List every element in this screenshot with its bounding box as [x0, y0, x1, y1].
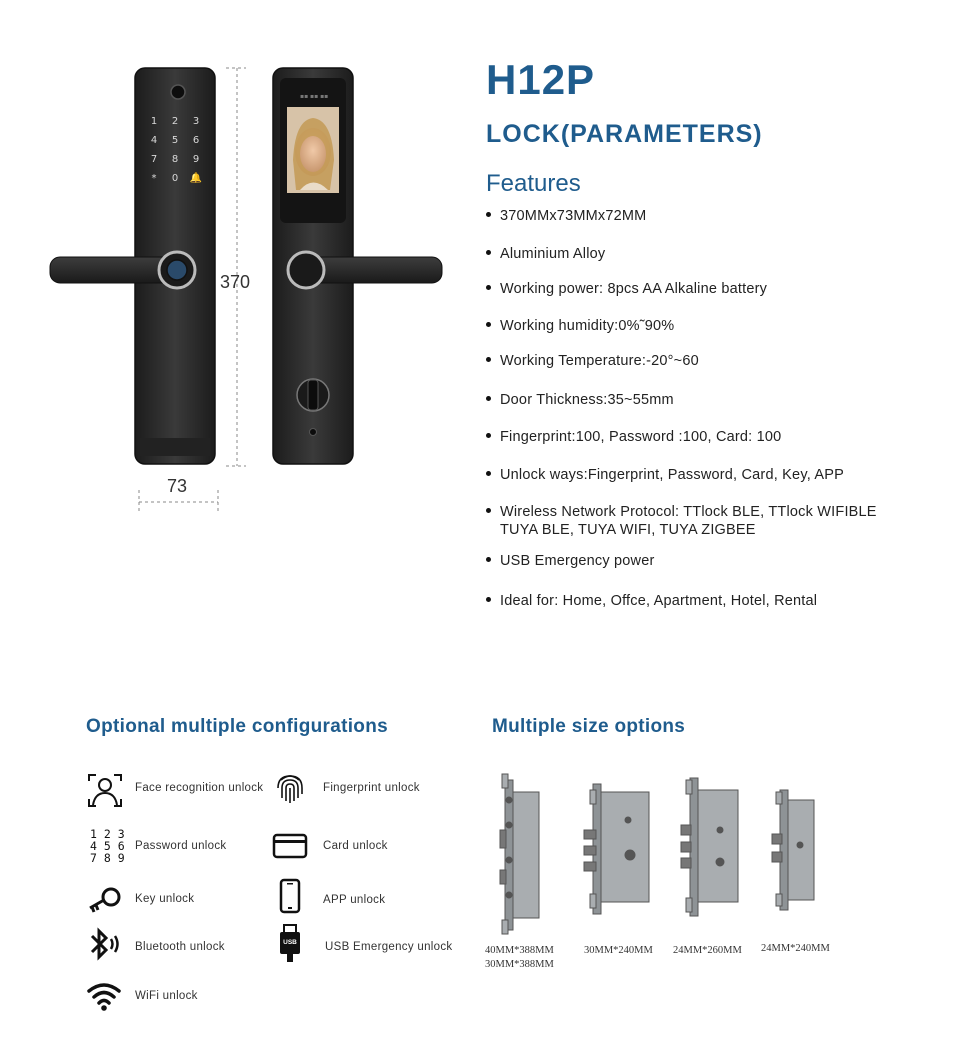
width-dimension-label: 73: [167, 476, 188, 496]
back-lock-panel: [273, 68, 442, 464]
feature-item: USB Emergency power: [486, 552, 655, 570]
keypad-key: 6: [192, 135, 200, 146]
feature-item: Ideal for: Home, Offce, Apartment, Hotel, Rental: [486, 592, 817, 610]
configurations-heading: Optional multiple configurations: [86, 716, 388, 737]
config-label: USB Emergency unlock: [325, 941, 453, 953]
keypad-key: *: [151, 173, 157, 184]
phone-icon: [272, 878, 308, 914]
bullet-icon: [486, 557, 491, 562]
feature-item: Working Temperature:-20°~60: [486, 352, 699, 370]
config-label: Card unlock: [323, 840, 388, 852]
svg-text:▪▪ ▪▪ ▪▪: ▪▪ ▪▪ ▪▪: [300, 93, 329, 100]
feature-item: Wireless Network Protocol: TTlock BLE, TTlock WIFIBLE TUYA BLE, TUYA WIFI, TUYA ZIGBEE: [486, 503, 880, 539]
model-title: H12P: [486, 56, 596, 103]
mortise-24x240: [772, 790, 814, 910]
keypad-key: 🔔: [189, 173, 203, 184]
config-label: Face recognition unlock: [135, 782, 264, 794]
feature-item: Working humidity:0%˜90%: [486, 317, 674, 335]
bullet-icon: [486, 285, 491, 290]
sizes-heading: Multiple size options: [492, 716, 686, 737]
feature-item: Door Thickness:35~55mm: [486, 391, 674, 409]
keypad-key: 1: [150, 116, 158, 127]
size-option-line: 40MM*388MM: [485, 945, 554, 956]
keypad-key: 4: [150, 135, 158, 146]
config-label: Key unlock: [135, 893, 195, 905]
size-option-label: [673, 944, 742, 958]
bullet-icon: [486, 597, 491, 602]
keypad-key: 3: [192, 116, 200, 127]
mortise-images: [480, 770, 850, 940]
front-handle: [50, 252, 195, 288]
mortise-24x260: [681, 778, 738, 916]
feature-item: Working power: 8pcs AA Alkaline battery: [486, 280, 767, 298]
keypad-key: 8: [171, 154, 179, 165]
keypad-key: 7: [150, 154, 158, 165]
size-option-label: [584, 944, 653, 958]
key-icon: [86, 882, 122, 918]
usb-icon-label: USB: [280, 932, 300, 954]
height-dimension-label: 370: [220, 272, 251, 292]
mortise-40x388: [500, 774, 539, 934]
size-option-line: 24MM*240MM: [761, 943, 830, 954]
size-option-line: 30MM*240MM: [584, 945, 653, 956]
feature-item: 370MMx73MMx72MM: [486, 207, 646, 225]
config-label: Fingerprint unlock: [323, 782, 420, 794]
features-heading: Features: [486, 170, 581, 197]
size-option-label: [485, 944, 554, 972]
bullet-icon: [486, 508, 491, 513]
keypad-key: 2: [171, 116, 179, 127]
config-label: Password unlock: [135, 840, 227, 852]
mortise-30x240: [584, 784, 649, 914]
feature-item: Unlock ways:Fingerprint, Password, Card, Key, APP: [486, 466, 844, 484]
bullet-icon: [486, 357, 491, 362]
config-label: Bluetooth unlock: [135, 941, 225, 953]
height-dimension-line: [226, 68, 246, 466]
bullet-icon: [486, 212, 491, 217]
feature-item: Fingerprint:100, Password :100, Card: 100: [486, 428, 781, 446]
config-label: WiFi unlock: [135, 990, 198, 1002]
size-option-line: 24MM*260MM: [673, 945, 742, 956]
face-recognition-icon: [87, 772, 123, 808]
bullet-icon: [486, 396, 491, 401]
wifi-icon: [86, 978, 122, 1014]
keypad-key: 5: [171, 135, 179, 146]
bluetooth-icon: [86, 926, 122, 962]
keypad-key: 9: [192, 154, 200, 165]
keypad-icon: 1 2 3 4 5 6 7 8 9: [90, 827, 125, 865]
bullet-icon: [486, 322, 491, 327]
bullet-icon: [486, 471, 491, 476]
bullet-icon: [486, 433, 491, 438]
fingerprint-icon: [272, 770, 308, 806]
usb-icon: [280, 924, 300, 964]
bullet-icon: [486, 250, 491, 255]
feature-item: Aluminium Alloy: [486, 245, 605, 263]
config-label: APP unlock: [323, 894, 386, 906]
card-icon: [272, 828, 308, 864]
page-subtitle: LOCK(PARAMETERS): [486, 120, 763, 148]
keypad-key: 0: [171, 173, 179, 184]
size-option-line: 30MM*388MM: [485, 959, 554, 970]
size-option-label: [761, 942, 830, 956]
